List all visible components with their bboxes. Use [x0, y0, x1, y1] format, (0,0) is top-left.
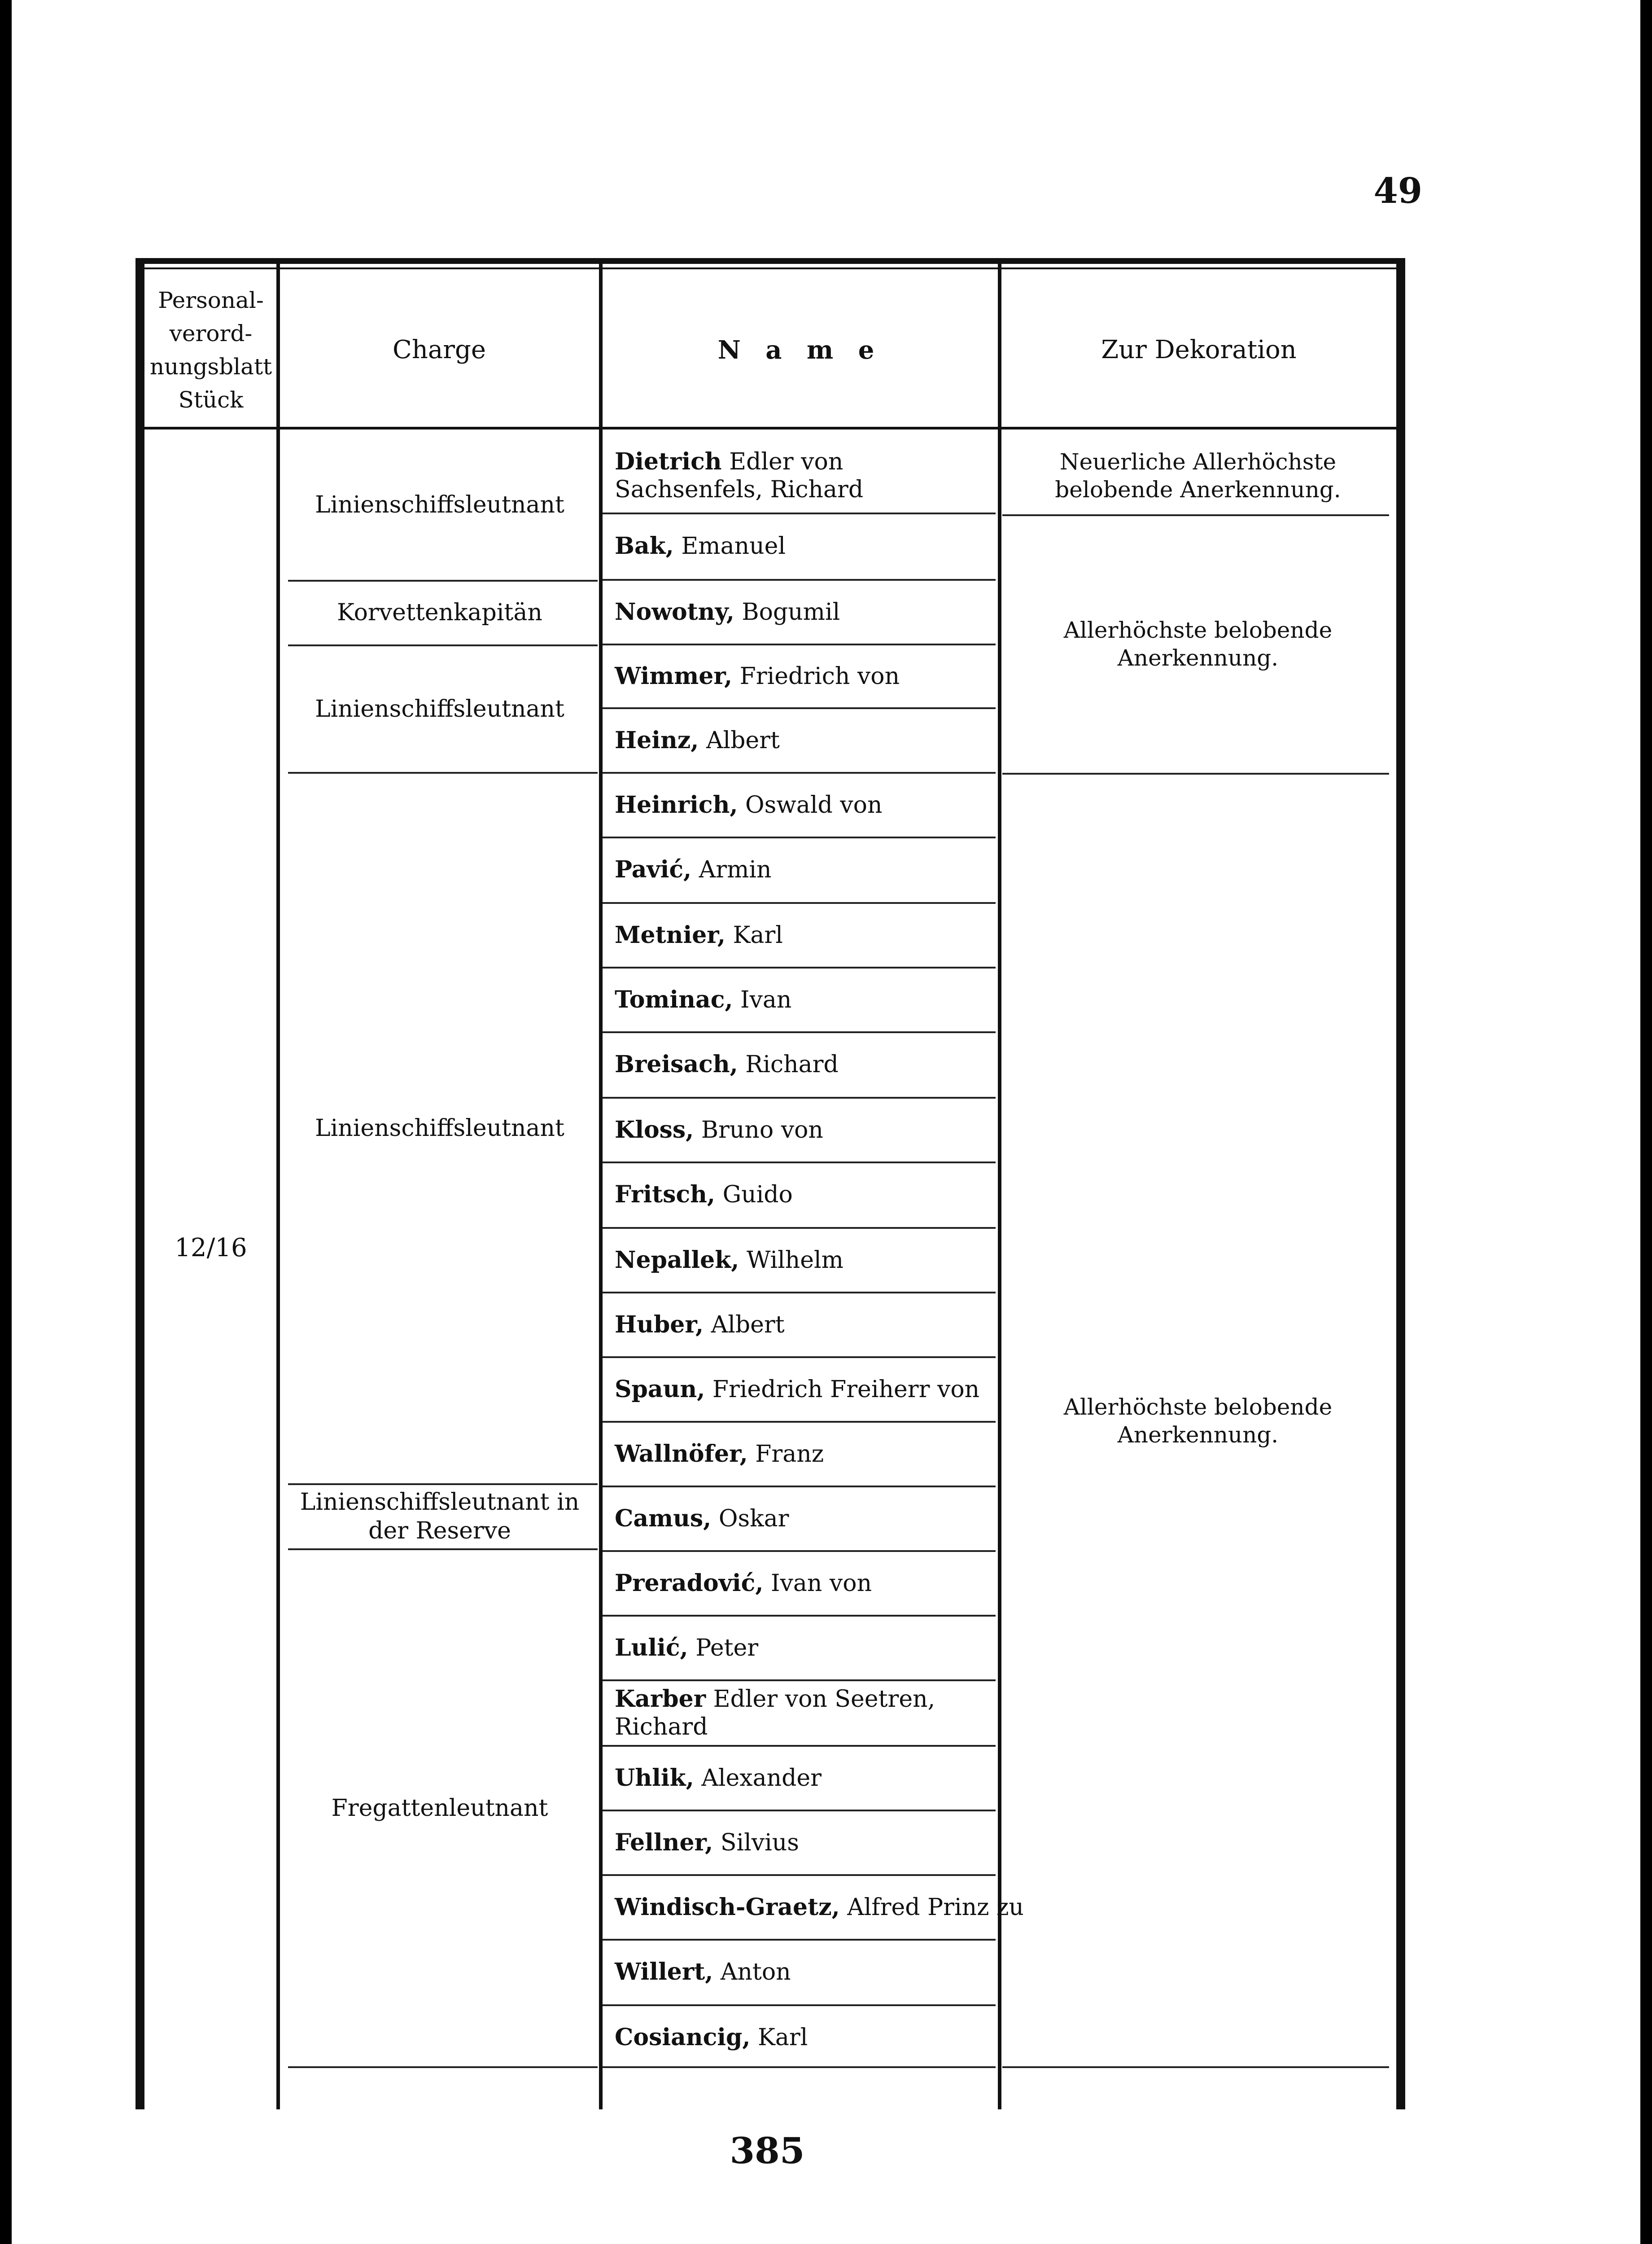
- name-last: Breisach,: [615, 1051, 738, 1078]
- name-last: Windisch-Graetz,: [615, 1893, 840, 1921]
- name-first: Albert: [706, 727, 780, 754]
- name-row: [615, 581, 996, 644]
- name-first: Karl: [758, 2024, 808, 2051]
- table-bottom-rule: [288, 2066, 598, 2068]
- name-first: Bogumil: [742, 599, 840, 626]
- name-row: [615, 1681, 996, 1745]
- scan-border-left: [0, 0, 12, 2244]
- charge-cell: Fregattenleutnant: [331, 1795, 548, 1822]
- name-first: Richard: [745, 1051, 839, 1078]
- table-left-rule: [135, 258, 144, 2109]
- name-row: [615, 969, 996, 1031]
- decoration-cell: Allerhöchste belobende Anerkennung.: [1063, 617, 1333, 671]
- header-charge: Charge: [392, 335, 486, 364]
- name-first: Peter: [695, 1635, 759, 1661]
- table-bottom-rule: [603, 2066, 996, 2068]
- name-last: Pavić,: [615, 856, 692, 883]
- name-row: [615, 1487, 996, 1550]
- name-row: [615, 1099, 996, 1161]
- name-last: Heinz,: [615, 727, 699, 754]
- name-first: Wilhelm: [746, 1247, 843, 1274]
- charge-cell: Linienschiffsleutnant: [315, 696, 564, 723]
- name-first: Alexander: [701, 1765, 822, 1792]
- name-row: [615, 1423, 996, 1486]
- charge-cell: Linienschiffsleutnant in der Reserve: [300, 1489, 580, 1544]
- name-last: Willert,: [615, 1958, 713, 1985]
- name-last: Wallnöfer,: [615, 1440, 748, 1468]
- charge-cell: Linienschiffsleutnant: [315, 1115, 564, 1142]
- column-divider: [599, 264, 603, 2109]
- name-row: [615, 514, 996, 578]
- header-stueck: Personal-verord-nungsblatt Stück: [149, 287, 272, 413]
- name-first: Franz: [755, 1441, 824, 1468]
- header-dekoration: Zur Dekoration: [1101, 335, 1297, 364]
- name-last: Dietrich: [615, 448, 722, 475]
- name-last: Huber,: [615, 1311, 704, 1338]
- name-last: Fritsch,: [615, 1181, 716, 1208]
- name-row: [615, 709, 996, 772]
- name-row: [615, 1229, 996, 1292]
- name-row: [615, 1358, 996, 1421]
- name-first: Edler von Sachsenfels, Richard: [615, 448, 864, 503]
- name-last: Preradović,: [615, 1569, 764, 1597]
- name-row: [615, 904, 996, 967]
- name-row: [615, 1876, 1024, 1939]
- name-first: Armin: [699, 856, 772, 883]
- name-last: Metnier,: [615, 921, 726, 949]
- name-last: Kloss,: [615, 1116, 694, 1144]
- name-row: [615, 2006, 996, 2069]
- name-last: Nowotny,: [615, 598, 734, 626]
- name-last: Bak,: [615, 532, 674, 560]
- name-first: Edler von Seetren, Richard: [615, 1686, 935, 1740]
- name-first: Emanuel: [681, 533, 786, 560]
- name-row: [615, 1293, 996, 1356]
- charge-cell: Linienschiffsleutnant: [315, 491, 564, 518]
- charge-cell: Korvettenkapitän: [337, 599, 542, 626]
- name-last: Wimmer,: [615, 662, 733, 690]
- name-last: Cosiancig,: [615, 2024, 751, 2051]
- name-first: Alfred Prinz zu: [847, 1894, 1024, 1921]
- name-last: Heinrich,: [615, 791, 738, 819]
- name-row: [615, 774, 996, 837]
- name-last: Uhlik,: [615, 1764, 694, 1792]
- decoration-cell: Allerhöchste belobende Anerkennung.: [1063, 1394, 1333, 1448]
- name-first: Friedrich Freiherr von: [712, 1376, 980, 1403]
- name-row: [615, 1033, 996, 1096]
- name-first: Oswald von: [745, 792, 883, 819]
- name-row: [615, 442, 996, 509]
- name-row: [615, 1552, 996, 1615]
- name-row: [615, 1617, 996, 1679]
- header-rule: [144, 427, 1398, 430]
- stueck-value: 12/16: [175, 1233, 247, 1262]
- name-first: Guido: [722, 1181, 793, 1208]
- name-row: [615, 1747, 996, 1810]
- sheet-number: 385: [730, 2130, 805, 2172]
- name-last: Fellner,: [615, 1829, 713, 1856]
- table-top-rule: [135, 258, 1405, 264]
- name-first: Karl: [733, 922, 783, 949]
- name-first: Friedrich von: [739, 663, 900, 690]
- name-row: [615, 645, 996, 707]
- name-last: Lulić,: [615, 1634, 688, 1661]
- name-last: Spaun,: [615, 1376, 705, 1403]
- name-first: Anton: [720, 1959, 791, 1985]
- name-last: Tominac,: [615, 986, 733, 1013]
- column-divider: [276, 264, 280, 2109]
- name-first: Bruno von: [701, 1117, 823, 1144]
- column-divider: [998, 264, 1001, 2109]
- name-first: Ivan: [740, 986, 792, 1013]
- name-row: [615, 1811, 996, 1874]
- name-first: Silvius: [720, 1829, 799, 1856]
- table-top-rule-thin: [135, 267, 1405, 269]
- page-number: 49: [1373, 171, 1422, 211]
- name-last: Karber: [615, 1685, 706, 1713]
- name-first: Ivan von: [770, 1570, 872, 1597]
- name-last: Nepallek,: [615, 1246, 739, 1274]
- table-right-rule: [1396, 258, 1405, 2109]
- name-first: Albert: [711, 1311, 785, 1338]
- name-row: [615, 1163, 996, 1226]
- header-name: N a m e: [717, 335, 883, 365]
- name-first: Oskar: [718, 1505, 789, 1532]
- decoration-cell: Neuerliche Allerhöchste belobende Anerkennung.: [1055, 449, 1341, 503]
- scan-border-right: [1640, 0, 1652, 2244]
- name-row: [615, 1941, 996, 2003]
- name-last: Camus,: [615, 1505, 712, 1532]
- name-row: [615, 838, 996, 901]
